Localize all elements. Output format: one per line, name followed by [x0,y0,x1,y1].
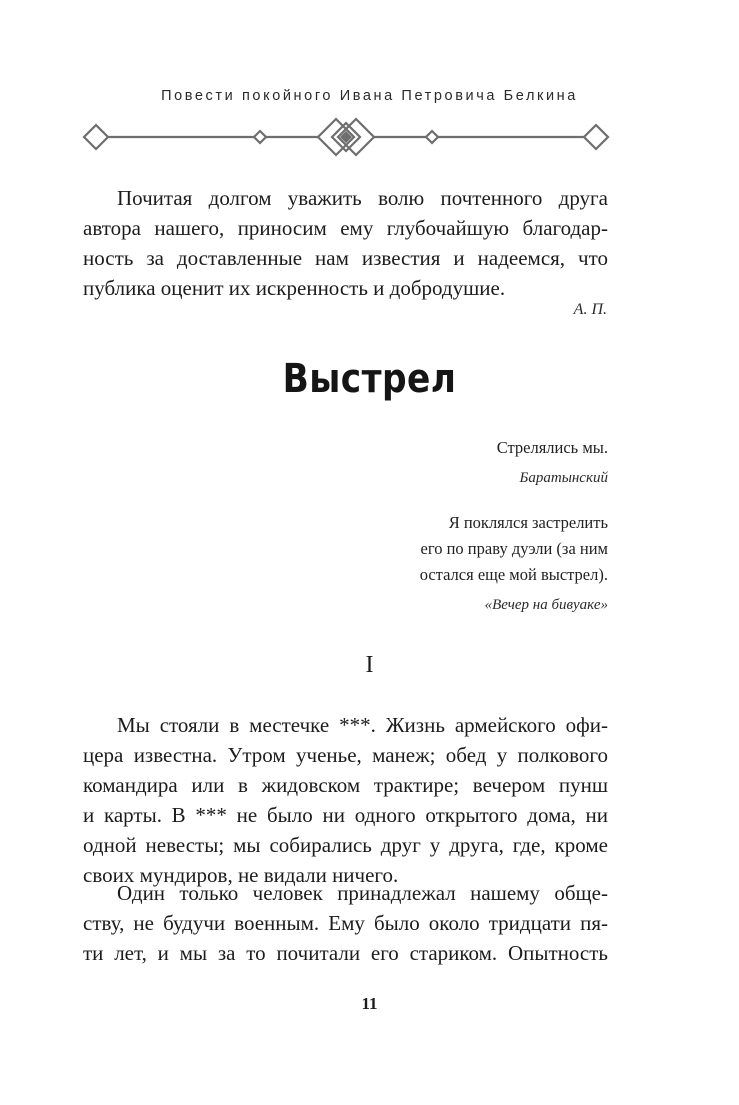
section-number: I [365,652,374,678]
epigraph-line: Я поклялся застрелить [448,513,608,532]
paragraph-1 [83,710,608,890]
text-line: своих мундиров, не видали ничего. [83,863,399,887]
intro-paragraph [83,183,608,303]
diamond-left-icon [84,125,108,149]
small-diamond-left-icon [254,131,266,143]
text-line: одной невесты; мы собирались друг у друга, где, кроме [83,833,608,857]
page-number: 11 [361,994,378,1013]
text-line: автора нашего, приносим ему глубочайшую благодар- [83,216,608,240]
epigraph-line: Стрелялись мы. [496,438,608,457]
text-line: Почитая долгом уважить волю почтенного друга [117,186,608,210]
text-line: ти лет, и мы за то почитали его стариком. Опытность [83,941,608,965]
text-line: ству, не будучи военным. Ему было около тридцати пя- [83,911,608,935]
epigraph-1 [497,435,608,461]
decorative-divider [80,113,612,161]
epigraph-2 [420,510,608,588]
epigraph-line: остался еще мой выстрел). [419,565,608,584]
text-line: и карты. В *** не было ни одного открытого дома, ни [83,803,608,827]
small-diamond-right-icon [426,131,438,143]
text-line: Мы стояли в местечке ***. Жизнь армейского офи- [117,713,608,737]
text-line: цера известна. Утром ученье, манеж; обед у полкового [83,743,608,767]
running-head: Повести покойного Ивана Петровича Белкина [161,88,578,104]
diamond-right-icon [584,125,608,149]
text-line: ность за доставленные нам известия и надеемся, что [83,246,608,270]
signature: А. П. [573,301,607,318]
epigraph-line: его по праву дуэли (за ним [420,539,608,558]
text-line: Один только человек принадлежал нашему обще- [117,881,608,905]
paragraph-2 [83,878,608,968]
epigraph-2-author: «Вечер на бивуаке» [484,597,608,613]
text-line: командира или в жидовском трактире; вечером пунш [83,773,608,797]
chapter-title: Выстрел [282,356,457,402]
text-line: публика оценит их искренность и добродушие. [83,276,506,300]
epigraph-1-author: Баратынский [519,470,608,486]
